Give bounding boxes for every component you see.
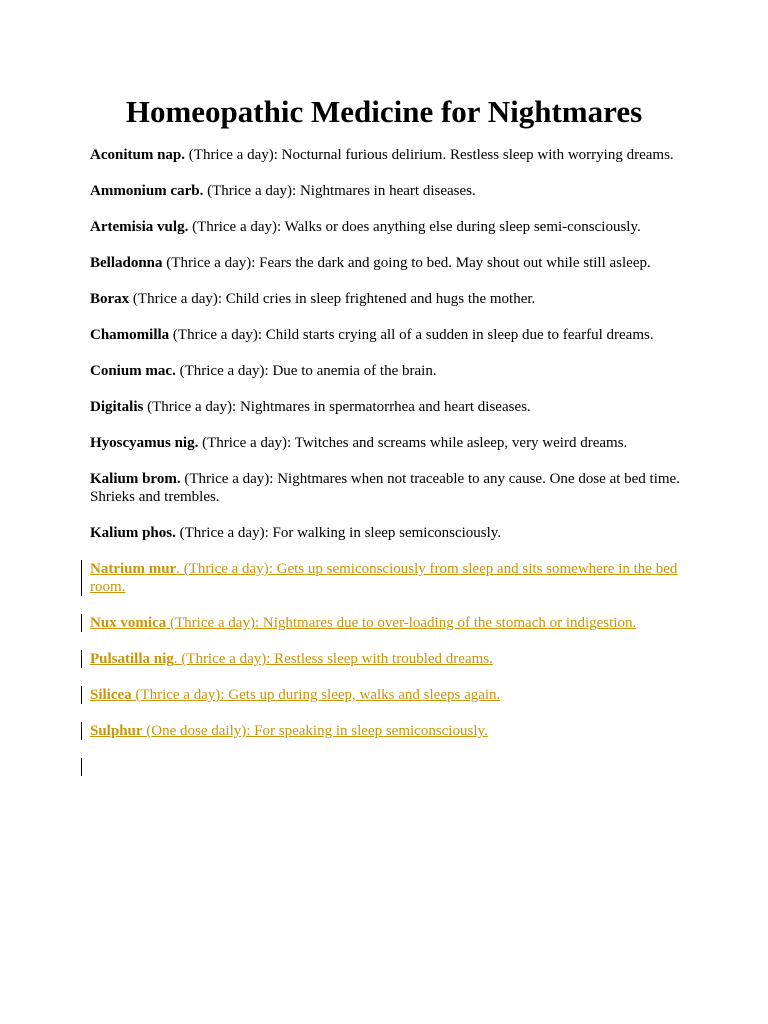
- remedy-name: Hyoscyamus nig.: [90, 435, 199, 451]
- remedy-name: Sulphur: [90, 723, 143, 739]
- remedy-name: Kalium phos.: [90, 525, 176, 541]
- remedy-entry: [90, 398, 690, 416]
- remedy-entry: [90, 254, 690, 272]
- tracked-remedy-entry: [90, 686, 690, 704]
- remedy-name: Ammonium carb.: [90, 183, 204, 199]
- remedy-description: (Thrice a day): Nocturnal furious delirium. Restless sleep with worrying dreams.: [185, 147, 674, 163]
- remedy-description: (Thrice a day): Walks or does anything else during sleep semi-consciously.: [188, 219, 641, 235]
- remedy-entry: [90, 182, 690, 200]
- remedy-entry: [90, 362, 690, 380]
- remedy-name: Kalium brom.: [90, 471, 181, 487]
- tracked-remedy-entry: [90, 614, 690, 632]
- remedy-description: . (Thrice a day): Gets up semiconsciously from sleep and sits somewhere in the bed room.: [90, 561, 678, 595]
- remedy-list: [90, 146, 690, 776]
- remedy-name: Aconitum nap.: [90, 147, 186, 163]
- remedy-description: (Thrice a day): For walking in sleep semiconsciously.: [175, 525, 502, 541]
- remedy-description: (Thrice a day): Nightmares when not traceable to any cause. One dose at bed time. Shrieks and trembles.: [90, 471, 680, 505]
- remedy-name: Pulsatilla nig: [90, 651, 174, 667]
- remedy-entry: [90, 146, 690, 164]
- remedy-name: Belladonna: [90, 255, 163, 271]
- remedy-name: Natrium mur: [90, 561, 177, 577]
- remedy-description: (Thrice a day): Nightmares in heart diseases.: [203, 183, 476, 199]
- tracked-remedy-entry: [90, 650, 690, 668]
- remedy-description: (Thrice a day): Fears the dark and going to bed. May shout out while still asleep.: [162, 255, 651, 271]
- remedy-description: (Thrice a day): Twitches and screams while asleep, very weird dreams.: [198, 435, 628, 451]
- change-bar: [81, 560, 82, 596]
- remedy-description: (Thrice a day): Due to anemia of the brain.: [175, 363, 437, 379]
- remedy-name: Chamomilla: [90, 327, 170, 343]
- remedy-description: (Thrice a day): Gets up during sleep, walks and sleeps again.: [131, 687, 501, 703]
- remedy-description: (One dose daily): For speaking in sleep semiconsciously.: [142, 723, 488, 739]
- change-bar: [81, 758, 82, 776]
- remedy-entry: [90, 326, 690, 344]
- tracked-remedy-entry: [90, 722, 690, 740]
- remedy-description: (Thrice a day): Child starts crying all of a sudden in sleep due to fearful dreams.: [169, 327, 654, 343]
- remedy-description: (Thrice a day): Nightmares due to over-loading of the stomach or indigestion.: [166, 615, 637, 631]
- change-bar: [81, 722, 82, 740]
- remedy-name: Silicea: [90, 687, 132, 703]
- remedy-entry: [90, 218, 690, 236]
- remedy-name: Artemisia vulg.: [90, 219, 189, 235]
- remedy-name: Conium mac.: [90, 363, 176, 379]
- change-bar: [81, 686, 82, 704]
- change-bar: [81, 650, 82, 668]
- remedy-description: (Thrice a day): Child cries in sleep frightened and hugs the mother.: [129, 291, 536, 307]
- remedy-entry: [90, 470, 690, 506]
- remedy-description: (Thrice a day): Nightmares in spermatorrhea and heart diseases.: [143, 399, 531, 415]
- change-bar: [81, 614, 82, 632]
- page-title: Homeopathic Medicine for Nightmares: [125, 94, 643, 129]
- remedy-name: Digitalis: [90, 399, 144, 415]
- remedy-entry: [90, 290, 690, 308]
- empty-paragraph[interactable]: [90, 758, 690, 776]
- remedy-name: Borax: [90, 291, 130, 307]
- remedy-description: . (Thrice a day): Restless sleep with troubled dreams.: [173, 651, 493, 667]
- remedy-entry: [90, 434, 690, 452]
- tracked-remedy-entry: [90, 560, 690, 596]
- remedy-entry: [90, 524, 690, 542]
- remedy-name: Nux vomica: [90, 615, 167, 631]
